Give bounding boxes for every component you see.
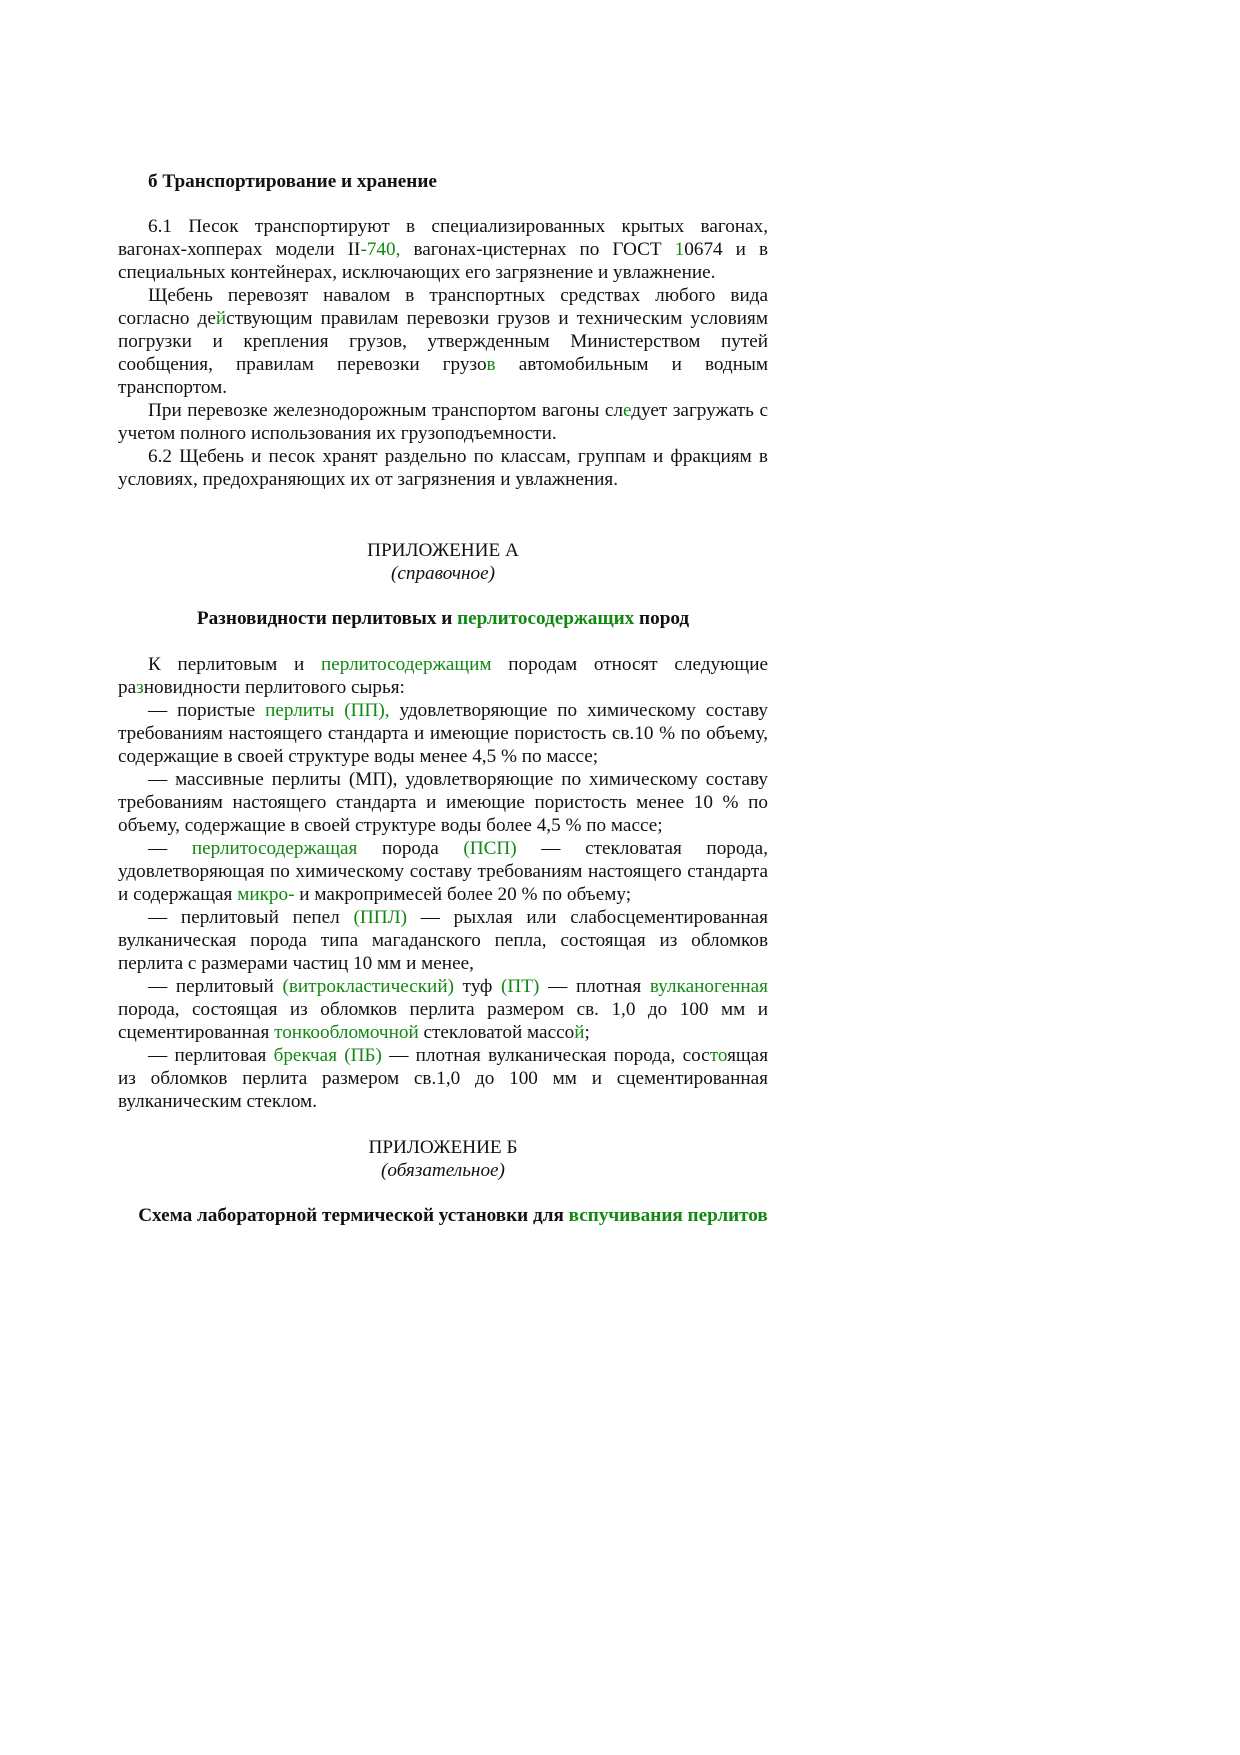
appendix-title	[118, 1204, 768, 1227]
appendix-heading: ПРИЛОЖЕНИЕ А	[367, 540, 519, 561]
text-run: — перлитовый пепел	[148, 907, 354, 928]
highlighted-text: -740,	[360, 239, 401, 260]
text-run: породам относят следующие ра	[118, 654, 768, 698]
text-run: ;	[584, 1022, 590, 1043]
text-run: дует загружать с учетом полного использования их грузоподъемности.	[118, 400, 768, 444]
text-run: — пористые	[148, 700, 266, 721]
highlighted-text: перлитосодержащих	[457, 608, 635, 629]
text-run: ящая из обломков перлита размером св.1,0 до 100 мм и сцементированная вулканическим стеклом.	[118, 1045, 769, 1112]
highlighted-text: (ПТ)	[501, 976, 540, 997]
text-run: — перлитовый	[148, 976, 283, 997]
document-page	[118, 170, 768, 1250]
paragraph	[118, 215, 768, 284]
text-run: порода	[357, 838, 464, 859]
paragraph	[118, 653, 768, 699]
list-item	[118, 975, 768, 1044]
highlighted-text: з	[136, 677, 144, 698]
section-title: б Транспортирование и хранение	[148, 171, 437, 192]
paragraph	[118, 399, 768, 445]
highlighted-text: (ППЛ)	[353, 907, 407, 928]
text-run: стекловатой массо	[418, 1022, 575, 1043]
list-item	[118, 1044, 768, 1113]
text-run: — рыхлая или слабосцементированная вулканическая порода типа магаданского пепла, состоящая из обломков перлита с размерами частиц 10 мм и менее,	[118, 907, 768, 974]
appendix-a	[118, 539, 768, 1113]
highlighted-text: брекчая (ПБ)	[273, 1045, 382, 1066]
text-run: новидности перлитового сырья:	[143, 677, 405, 698]
text-run: порода, состоящая из обломков перлита размером св. 1,0 до 100 мм и сцементированная	[118, 999, 768, 1043]
highlighted-text: то	[709, 1045, 728, 1066]
paragraph	[118, 445, 768, 491]
text-run: 0674 и в специальных контейнерах, исключающих его загрязнение и увлажнение.	[118, 239, 769, 283]
highlighted-text: (витрокластический)	[282, 976, 454, 997]
spacer	[118, 1113, 768, 1136]
text-run: 6.2 Щебень и песок хранят раздельно по классам, группам и фракциям в условиях, предохраняющих их от загрязнения и увлажнения.	[118, 446, 768, 490]
highlighted-text: перлитосодержащая	[191, 838, 358, 859]
spacer	[118, 491, 768, 539]
highlighted-text: вспучивания перлитов	[568, 1205, 768, 1226]
list-item	[118, 837, 768, 906]
text-run: — стекловатая порода, удовлетворяющая по химическому составу требованиям настоящего стандарта и содержащая	[118, 838, 768, 905]
text-run: — массивные перлиты (МП), удовлетворяющие по химическому составу требованиям настоящего стандарта и имеющие пористость менее 10 % по объему, содержащие в своей структуре воды более 4,5 % по массе;	[118, 769, 768, 836]
appendix-title	[118, 607, 768, 630]
appendix-subheading: (обязательное)	[381, 1160, 505, 1181]
highlighted-text: й	[574, 1022, 585, 1043]
highlighted-text: 1	[674, 239, 685, 260]
text-run: Щебень перевозят навалом в транспортных средствах любого вида согласно де	[118, 285, 768, 329]
paragraph	[118, 284, 768, 399]
text-run: и макропримесей более 20 % по объему;	[294, 884, 632, 905]
appendix-heading: ПРИЛОЖЕНИЕ Б	[368, 1137, 518, 1158]
list-item	[118, 699, 768, 768]
highlighted-text: е	[623, 400, 632, 421]
text-run: При перевозке железнодорожным транспортом вагоны сл	[148, 400, 624, 421]
highlighted-text: й	[215, 308, 227, 329]
text-run: 6.1 Песок транспортируют в специализированных крытых вагонах, вагонах-хопперах модели II	[118, 216, 768, 260]
list-item	[118, 768, 768, 837]
text-run: Схема лабораторной термической установки для	[138, 1205, 569, 1226]
text-run: пород	[634, 608, 690, 629]
highlighted-text: перлитосодержащим	[320, 654, 492, 675]
text-run: Разновидности перлитовых и	[196, 608, 458, 629]
text-run: К перлитовым и	[148, 654, 321, 675]
text-run: — плотная вулканическая порода, сос	[381, 1045, 710, 1066]
text-run: вагонах-цистернах по ГОСТ	[400, 239, 675, 260]
text-run: удовлетворяющие по химическому составу требованиям настоящего стандарта и имеющие пористость св.10 % по объему, содержащие в своей структуре воды менее 4,5 % по массе;	[118, 700, 768, 767]
section-body	[118, 215, 768, 491]
highlighted-text: микро-	[237, 884, 295, 905]
appendix-subheading: (справочное)	[390, 563, 496, 584]
text-run: автомобильным и водным транспортом.	[118, 354, 768, 398]
highlighted-text: в	[486, 354, 496, 375]
text-run: — перлитовая	[148, 1045, 274, 1066]
text-run: —	[148, 838, 192, 859]
appendix-b	[118, 1136, 768, 1227]
text-run: ствующим правилам перевозки грузов и техническим условиям погрузки и крепления грузов, утвержденным Министерством путей сообщения, правилам перевозки грузо	[118, 308, 768, 375]
highlighted-text: перлиты (ПП),	[265, 700, 390, 721]
highlighted-text: вулканогенная	[649, 976, 768, 997]
highlighted-text: тонкообломочной	[274, 1022, 419, 1043]
highlighted-text: (ПСП)	[463, 838, 517, 859]
text-run: — плотная	[539, 976, 650, 997]
text-run: туф	[454, 976, 502, 997]
list-item	[118, 906, 768, 975]
